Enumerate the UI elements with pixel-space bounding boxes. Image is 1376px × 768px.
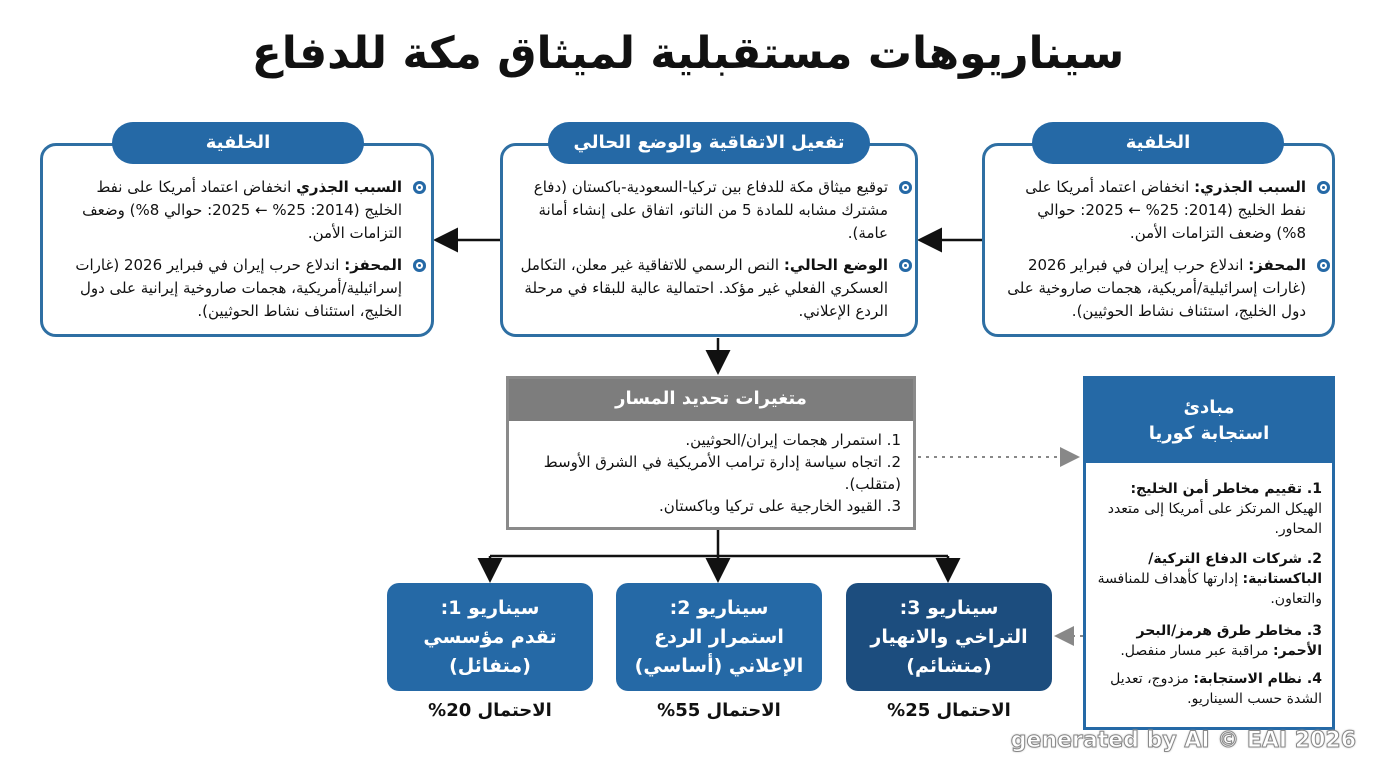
list-item: 2. شركات الدفاع التركية/الباكستانية: إدارتها كأهداف للمنافسة والتعاون.	[1097, 551, 1322, 607]
left-card-bullet-2: المحفز: اندلاع حرب إيران في فبراير 2026 (غارات إسرائيلية/أمريكية، هجمات صاروخية إيرانية على دول الخليج، استئناف نشاط الحوثيين).	[70, 254, 402, 323]
right-card-bullet-1: السبب الجذري: انخفاض اعتماد أمريكا على نفط الخليج (2014: 25% ← 2025: حوالي 8%) وضعف التزامات الأمن.	[1006, 176, 1306, 245]
scenario-1-title: تقدم مؤسسي	[423, 626, 557, 648]
scenario-3-title: التراخي والانهيار	[870, 626, 1028, 648]
scenario-1-number: سيناريو 1:	[440, 597, 540, 619]
bullet-icon	[899, 181, 912, 194]
list-item: 4. نظام الاستجابة: مزدوج، تعديل الشدة حسب السيناريو.	[1110, 671, 1322, 707]
scenario-1-box	[387, 583, 593, 691]
list-item: 3. القيود الخارجية على تركيا وباكستان.	[658, 497, 901, 515]
list-item: 2. اتجاه سياسة إدارة ترامب الأمريكية في الشرق الأوسط (متقلب).	[543, 453, 901, 493]
korea-response-box	[1083, 376, 1335, 730]
page-title: سيناريوهات مستقبلية لميثاق مكة للدفاع	[251, 28, 1125, 79]
bullet-icon	[413, 259, 426, 272]
scenario-2-box	[616, 583, 822, 691]
bullet-icon	[899, 259, 912, 272]
scenario-3-type: (متشائم)	[906, 655, 992, 677]
center-card-bullet-2: الوضع الحالي: النص الرسمي للاتفاقية غير معلن، التكامل العسكري الفعلي غير مؤكد. احتمالية عالية للبقاء في مرحلة الردع الإعلاني.	[518, 254, 888, 323]
bullet-icon	[1317, 259, 1330, 272]
scenario-2-number: سيناريو 2:	[669, 597, 769, 619]
scenario-1-type: (متفائل)	[449, 655, 531, 677]
center-card-bullet-1: توقيع ميثاق مكة للدفاع بين تركيا-السعودية-باكستان (دفاع مشترك مشابه للمادة 5 من الناتو، اتفاق على إنشاء أمانة عامة).	[518, 176, 888, 245]
scenario-1-probability: الاحتمال 20%	[428, 700, 552, 721]
scenario-3-box	[846, 583, 1052, 691]
list-item: 3. مخاطر طرق هرمز/البحر الأحمر: مراقبة عبر مسار منفصل.	[1120, 623, 1322, 659]
list-item: 1. تقييم مخاطر أمن الخليج: الهيكل المرتكز على أمريكا إلى متعدد المحاور.	[1107, 481, 1322, 537]
right-card-bullet-2: المحفز: اندلاع حرب إيران في فبراير 2026 (غارات إسرائيلية/أمريكية، هجمات صاروخية على دول الخليج، استئناف نشاط الحوثيين).	[1006, 254, 1306, 323]
left-card-bullet-1: السبب الجذري انخفاض اعتماد أمريكا على نفط الخليج (2014: 25% ← 2025: حوالي 8%) وضعف التزامات الأمن.	[70, 176, 402, 245]
left-card-header: الخلفية	[112, 122, 364, 164]
watermark: generated by AI © EAI 2026	[1010, 728, 1356, 753]
path-variables-header: متغيرات تحديد المسار	[509, 379, 913, 421]
scenario-3-number: سيناريو 3:	[899, 597, 999, 619]
korea-header-line-1: مبادئ	[1183, 397, 1235, 418]
bullet-icon	[1317, 181, 1330, 194]
scenario-2-probability: الاحتمال 55%	[657, 700, 781, 721]
path-variables-list	[521, 429, 901, 517]
scenario-3-probability: الاحتمال 25%	[887, 700, 1011, 721]
bullet-icon	[413, 181, 426, 194]
right-card-header: الخلفية	[1032, 122, 1284, 164]
path-variables-box	[506, 376, 916, 530]
scenario-2-type: الإعلاني (أساسي)	[634, 655, 804, 677]
scenario-2-title: استمرار الردع	[654, 626, 784, 648]
center-card-header: تفعيل الاتفاقية والوضع الحالي	[548, 122, 870, 164]
list-item: 1. استمرار هجمات إيران/الحوثيين.	[685, 431, 901, 449]
korea-response-header	[1086, 379, 1332, 463]
korea-header-line-2: استجابة كوريا	[1148, 423, 1270, 444]
